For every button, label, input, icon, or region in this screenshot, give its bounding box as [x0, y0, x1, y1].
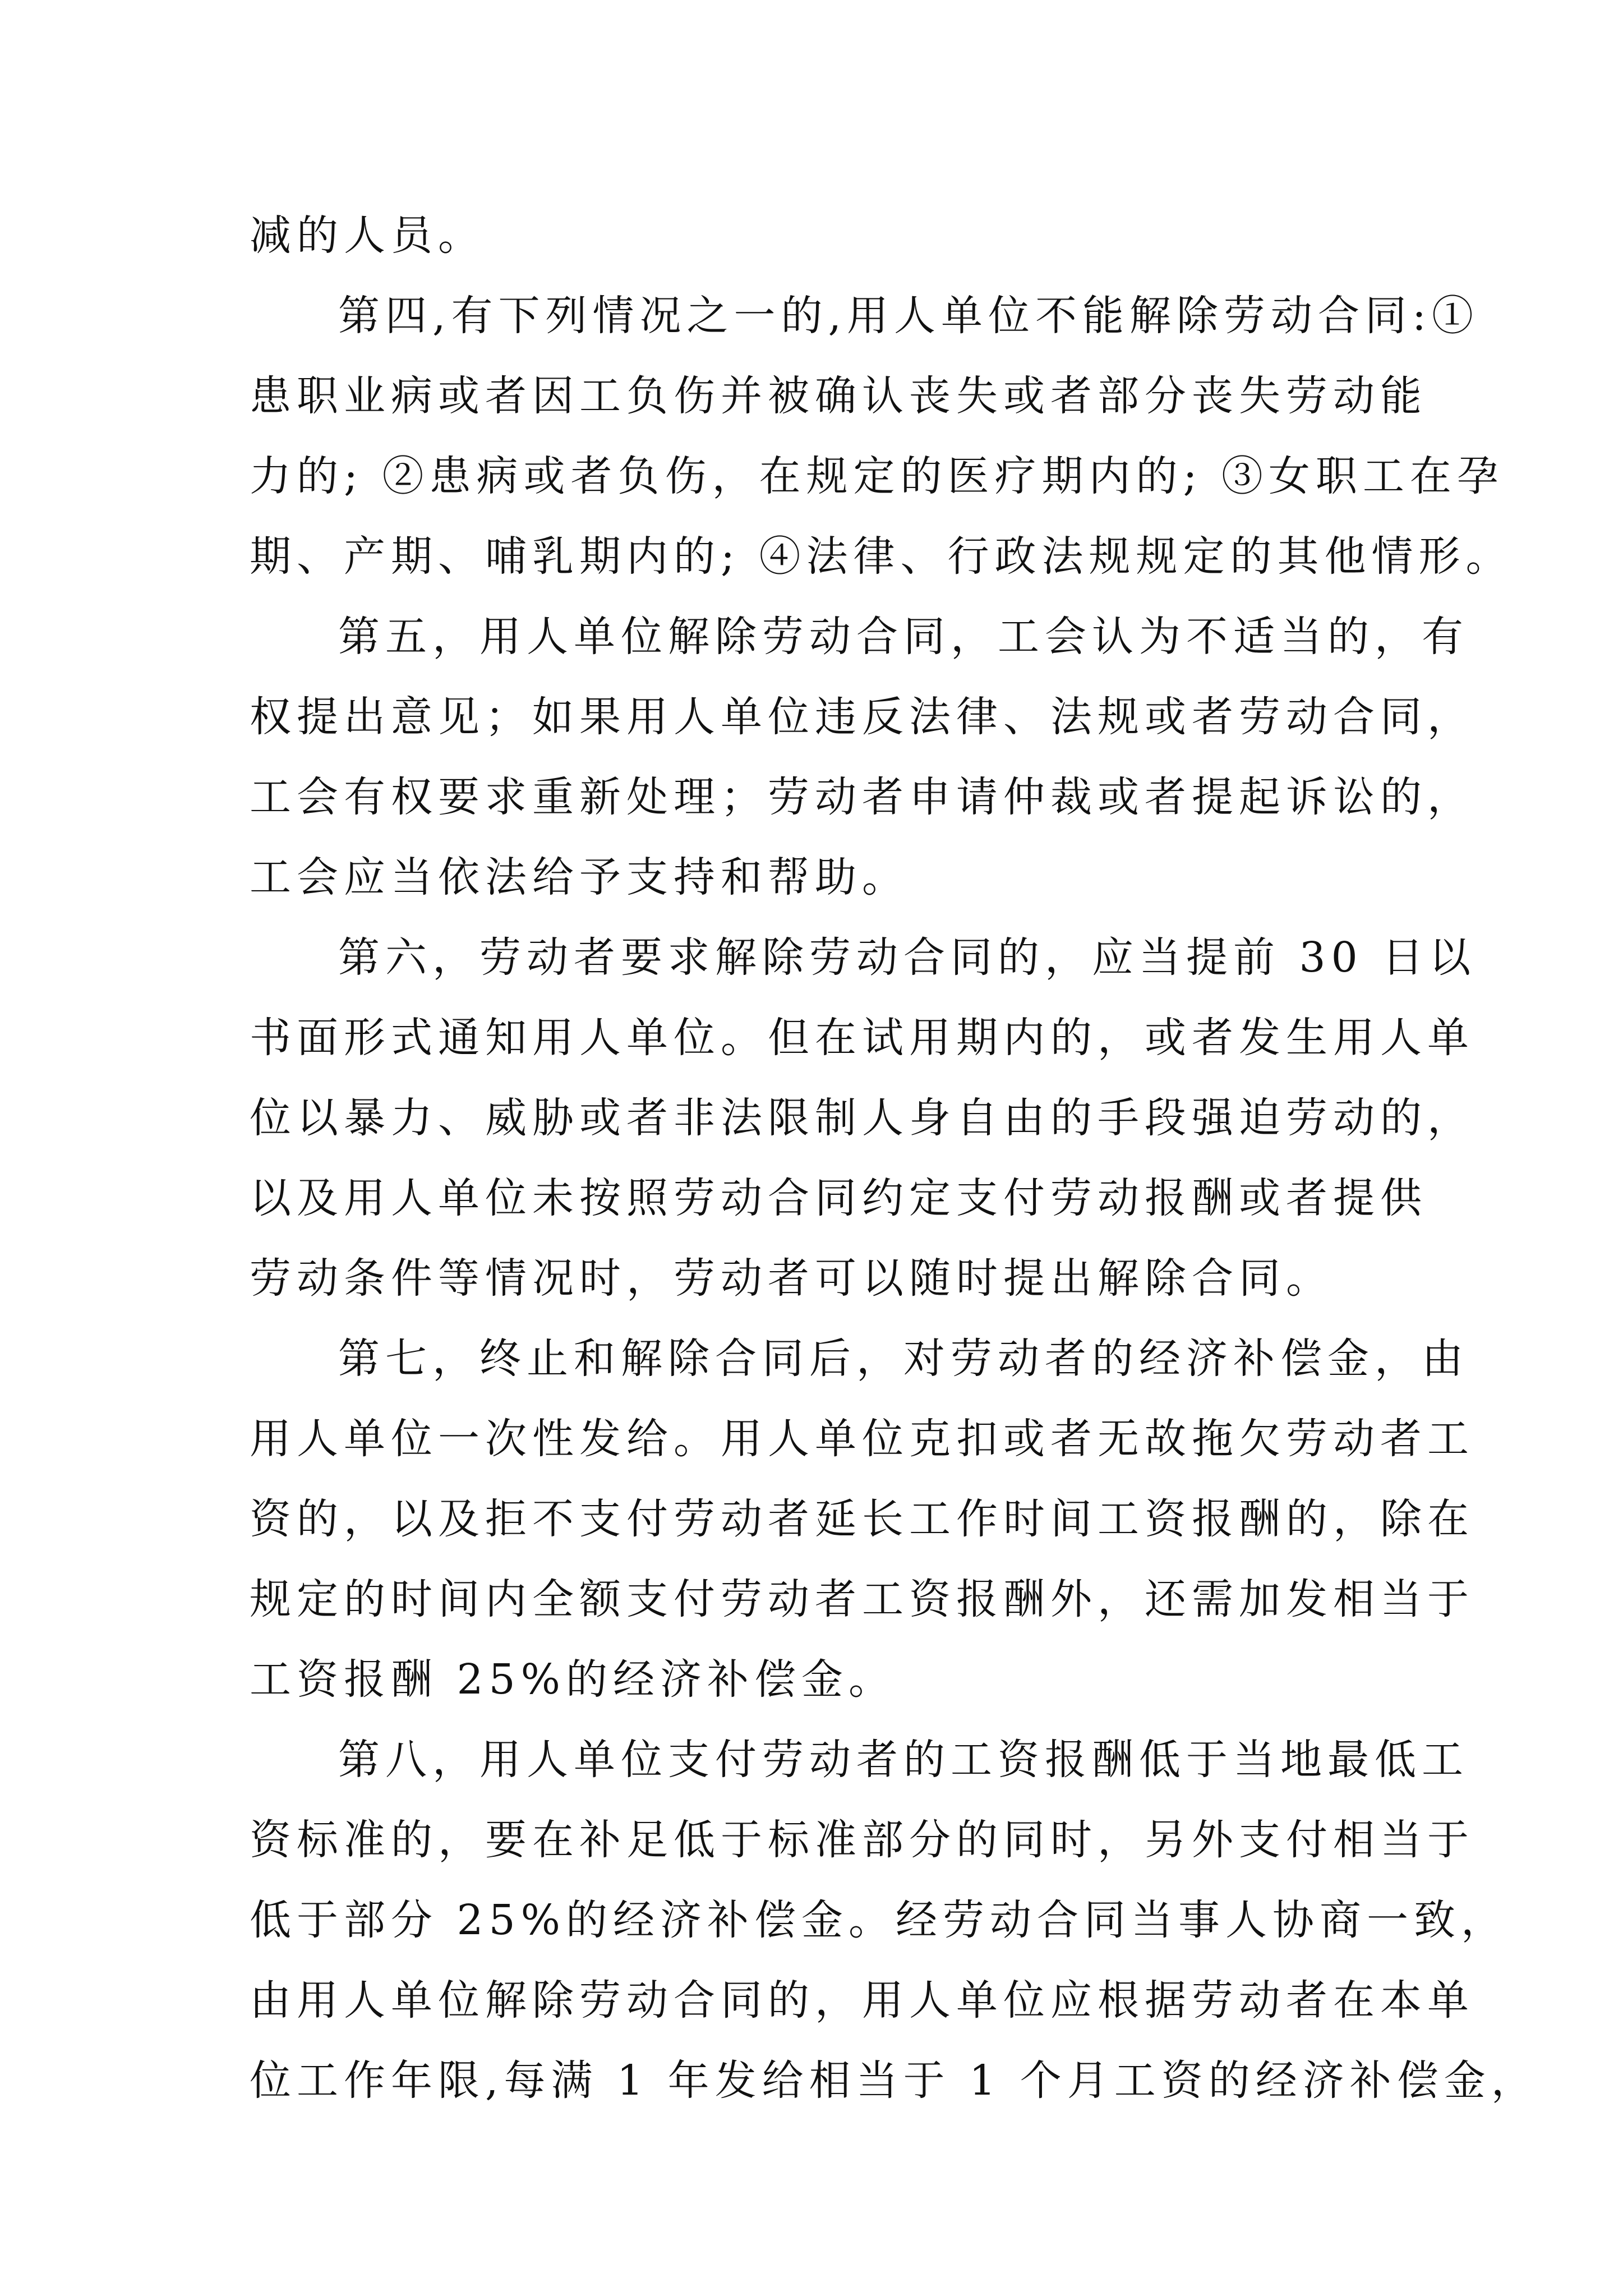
- text-line: 减的人员。: [250, 211, 485, 260]
- text-line: 第五，用人单位解除劳动合同，工会认为不适当的，有: [338, 613, 1469, 661]
- text-line: 资的，以及拒不支付劳动者延长工作时间工资报酬的，除在: [250, 1495, 1474, 1543]
- text-line: 工会应当依法给予支持和帮助。: [250, 853, 909, 901]
- text-line: 力的; ②患病或者负伤，在规定的医疗期内的; ③女职工在孕: [250, 452, 1504, 500]
- text-line: 低于部分 25%的经济补偿金。经劳动合同当事人协商一致，: [250, 1896, 1508, 1944]
- text-line: 权提出意见；如果用人单位违反法律、法规或者劳动合同，: [250, 693, 1474, 741]
- text-line: 第八，用人单位支付劳动者的工资报酬低于当地最低工: [338, 1736, 1469, 1784]
- text-line: 第四,有下列情况之一的,用人单位不能解除劳动合同:①: [338, 292, 1479, 340]
- text-line: 期、产期、哺乳期内的; ④法律、行政法规规定的其他情形。: [250, 532, 1513, 581]
- text-line: 第六，劳动者要求解除劳动合同的，应当提前 30 日以: [338, 933, 1477, 982]
- text-line: 工会有权要求重新处理；劳动者申请仲裁或者提起诉讼的，: [250, 773, 1474, 821]
- text-line: 位以暴力、威胁或者非法限制人身自由的手段强迫劳动的，: [250, 1094, 1474, 1142]
- text-line: 第七，终止和解除合同后，对劳动者的经济补偿金，由: [338, 1335, 1469, 1383]
- text-line: 规定的时间内全额支付劳动者工资报酬外，还需加发相当于: [250, 1575, 1474, 1623]
- text-line: 工资报酬 25%的经济补偿金。: [250, 1655, 896, 1704]
- text-line: 由用人单位解除劳动合同的，用人单位应根据劳动者在本单: [250, 1976, 1474, 2024]
- text-line: 患职业病或者因工负伤并被确认丧失或者部分丧失劳动能: [250, 372, 1427, 420]
- text-line: 书面形式通知用人单位。但在试用期内的，或者发生用人单: [250, 1014, 1474, 1062]
- text-line: 劳动条件等情况时，劳动者可以随时提出解除合同。: [250, 1254, 1333, 1303]
- text-line: 位工作年限,每满 1 年发给相当于 1 个月工资的经济补偿金，: [250, 2056, 1538, 2105]
- text-line: 以及用人单位未按照劳动合同约定支付劳动报酬或者提供: [250, 1174, 1427, 1222]
- text-line: 资标准的，要在补足低于标准部分的同时，另外支付相当于: [250, 1816, 1474, 1864]
- text-line: 用人单位一次性发给。用人单位克扣或者无故拖欠劳动者工: [250, 1415, 1474, 1463]
